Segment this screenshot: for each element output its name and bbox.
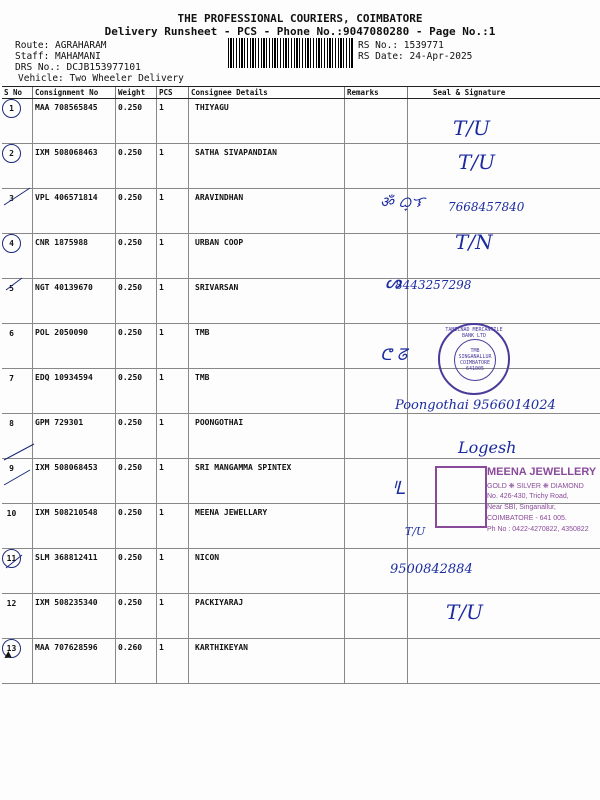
- row-consignment-no: EDQ 10934594: [33, 369, 116, 414]
- row-consignee: TMB: [189, 369, 345, 414]
- col-consignee: Consignee Details: [189, 87, 345, 99]
- bank-seal-branch: TMB SINGANALLUR COIMBATORE 641005: [458, 348, 492, 372]
- row-weight: 0.250: [116, 99, 157, 144]
- row-pcs: 1: [157, 549, 189, 594]
- row-consignee: ARAVINDHAN: [189, 189, 345, 234]
- row-consignee: KARTHIKEYAN: [189, 639, 345, 684]
- row-weight: 0.250: [116, 414, 157, 459]
- row-consignment-no: IXM 508068463: [33, 144, 116, 189]
- rs-date: RS Date: 24-Apr-2025: [358, 51, 473, 62]
- row-pcs: 1: [157, 234, 189, 279]
- row-consignment-no: MAA 707628596: [33, 639, 116, 684]
- row-sno-value: 11: [2, 549, 21, 568]
- row-consignee: THIYAGU: [189, 99, 345, 144]
- row-pcs: 1: [157, 279, 189, 324]
- col-seal-signature: Seal & Signature: [408, 87, 600, 99]
- signature-row-3: 7668457840: [448, 200, 525, 214]
- vehicle-label: Vehicle: Two Wheeler Delivery: [18, 73, 184, 84]
- bank-seal-name: TAMILNAD MERCANTILE BANK LTD: [445, 327, 503, 339]
- row-weight: 0.250: [116, 279, 157, 324]
- row-pcs: 1: [157, 594, 189, 639]
- row-sno-value: 7: [9, 374, 14, 383]
- signature-row-10-mark: ᑊᏞ: [392, 478, 406, 499]
- row-pcs: 1: [157, 369, 189, 414]
- col-remarks: Remarks: [345, 87, 408, 99]
- row-consignment-no: POL 2050090: [33, 324, 116, 369]
- signature-row-3-mark: ॐ ᜊ᜔ᜎ: [380, 193, 425, 211]
- row-weight: 0.250: [116, 504, 157, 549]
- row-pcs: 1: [157, 99, 189, 144]
- row-sno-value: 3: [9, 194, 14, 203]
- row-consignee: POONGOTHAI: [189, 414, 345, 459]
- row-weight: 0.250: [116, 549, 157, 594]
- signature-row-9: Logesh: [458, 438, 517, 457]
- jewellery-stamp-line1: GOLD ❋ SILVER ❋ DIAMOND: [487, 483, 584, 490]
- company-title: THE PROFESSIONAL COURIERS, COIMBATORE: [177, 12, 423, 25]
- row-consignment-no: MAA 708565845: [33, 99, 116, 144]
- signature-row-5: 8443257298: [395, 278, 472, 292]
- row-consignee: SRI MANGAMMA SPINTEX: [189, 459, 345, 504]
- row-pcs: 1: [157, 459, 189, 504]
- jewellery-stamp-line3: Near SBI, Singanallur,: [487, 504, 556, 511]
- staff-label: Staff: MAHAMANI: [15, 51, 101, 62]
- row-consignee: URBAN COOP: [189, 234, 345, 279]
- row-weight: 0.250: [116, 324, 157, 369]
- jewellery-stamp-line2: No. 426-430, Trichy Road,: [487, 493, 569, 500]
- signature-row-12: 9500842884: [390, 562, 473, 577]
- row-consignment-no: NGT 40139670: [33, 279, 116, 324]
- row-pcs: 1: [157, 144, 189, 189]
- row-weight: 0.250: [116, 369, 157, 414]
- row-sno-value: 2: [2, 144, 21, 163]
- row-consignee: SRIVARSAN: [189, 279, 345, 324]
- row-consignee: MEENA JEWELLARY: [189, 504, 345, 549]
- jewellery-stamp-line5: Ph No : 0422-4270822, 4350822: [487, 526, 589, 533]
- signature-row-5-mark: ᔕ: [385, 272, 402, 293]
- signature-row-8: Poongothai 9566014024: [395, 398, 556, 413]
- row-consignment-no: IXM 508235340: [33, 594, 116, 639]
- jewellery-stamp-name: MEENA JEWELLERY: [487, 466, 597, 478]
- row-pcs: 1: [157, 504, 189, 549]
- row-consignee: NICON: [189, 549, 345, 594]
- row-consignee: SATHA SIVAPANDIAN: [189, 144, 345, 189]
- row-pcs: 1: [157, 324, 189, 369]
- runsheet-subtitle: Delivery Runsheet - PCS - Phone No.:9047080280 - Page No.:1: [104, 25, 496, 38]
- row-weight: 0.260: [116, 639, 157, 684]
- signature-row-2: T/U: [458, 150, 495, 174]
- row-sno-value: 10: [6, 509, 17, 518]
- row-sno-value: 1: [2, 99, 21, 118]
- row-sno-value: 6: [9, 329, 14, 338]
- signature-row-13: T/U: [446, 600, 483, 624]
- row-sno-value: 9: [9, 464, 14, 473]
- col-sno: S No: [2, 87, 33, 99]
- drs-number: DRS No.: DCJB153977101: [15, 62, 141, 73]
- route-label: Route: AGRAHARAM: [15, 40, 107, 51]
- row-sno-value: 8: [9, 419, 14, 428]
- row-sno-value: 12: [6, 599, 17, 608]
- row-consignment-no: IXM 508068453: [33, 459, 116, 504]
- row-weight: 0.250: [116, 234, 157, 279]
- row-pcs: 1: [157, 189, 189, 234]
- col-weight: Weight: [116, 87, 157, 99]
- col-consignment: Consignment No: [33, 87, 116, 99]
- signature-row-4: T/N: [455, 230, 493, 254]
- row-pcs: 1: [157, 639, 189, 684]
- row-weight: 0.250: [116, 189, 157, 234]
- signature-row-7-mark: ᕦ ᘔ: [380, 345, 408, 364]
- row-pcs: 1: [157, 414, 189, 459]
- row-sno-value: 4: [2, 234, 21, 253]
- rs-number: RS No.: 1539771: [358, 40, 444, 51]
- row-weight: 0.250: [116, 459, 157, 504]
- signature-row-1: T/U: [453, 116, 490, 140]
- signature-row-11: T/U: [405, 525, 426, 538]
- row-consignee: TMB: [189, 324, 345, 369]
- row-sno-value: 5: [9, 284, 14, 293]
- jewellery-stamp-line4: COIMBATORE - 641 005.: [487, 515, 567, 522]
- row-sno-value: 13: [2, 639, 21, 658]
- row-weight: 0.250: [116, 594, 157, 639]
- row-consignment-no: IXM 508210548: [33, 504, 116, 549]
- col-pcs: PCS: [157, 87, 189, 99]
- row-consignee: PACKIYARAJ: [189, 594, 345, 639]
- row-consignment-no: SLM 368812411: [33, 549, 116, 594]
- row-consignment-no: VPL 406571814: [33, 189, 116, 234]
- row-weight: 0.250: [116, 144, 157, 189]
- row-consignment-no: CNR 1875988: [33, 234, 116, 279]
- row-consignment-no: GPM 729301: [33, 414, 116, 459]
